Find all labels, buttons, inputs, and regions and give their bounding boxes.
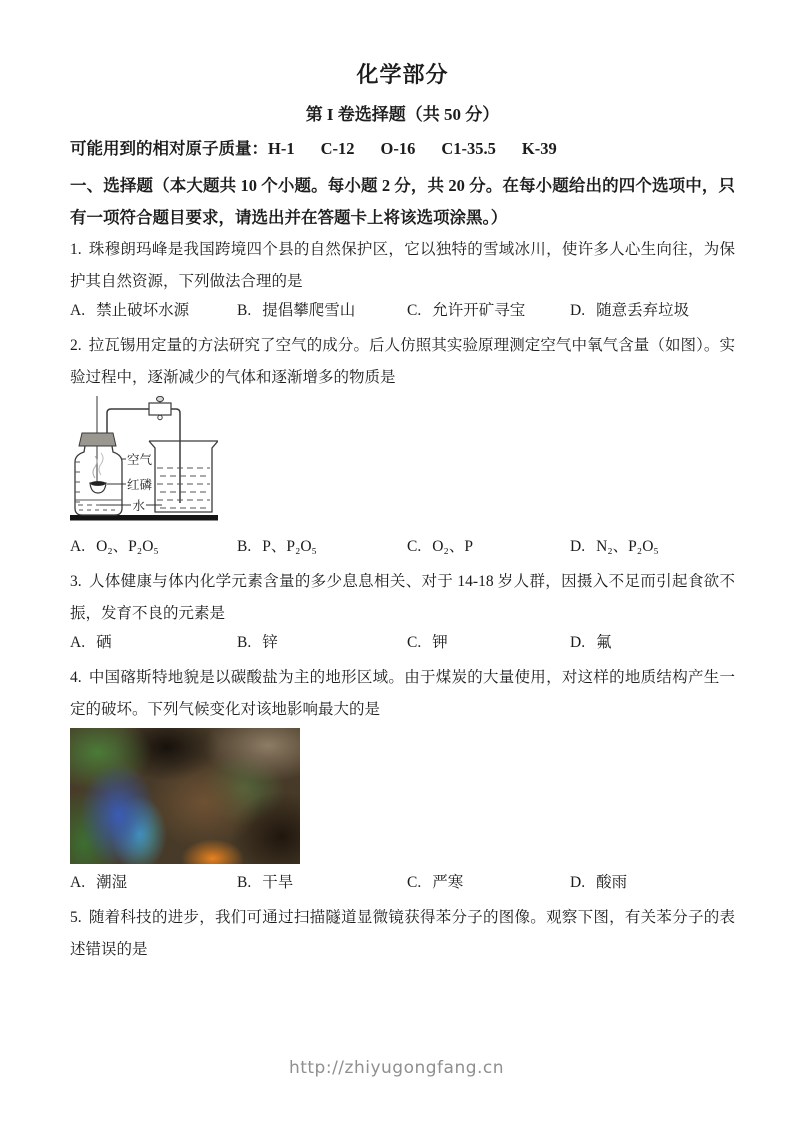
question-3-number: 3. [70,573,82,590]
option-4-b: B. 干旱 [237,874,294,891]
atomic-mass-note [70,137,735,161]
option-1-d: D. 随意丢弃垃圾 [570,302,690,319]
section-heading: 第 I 卷选择题（共 50 分） [305,105,500,124]
option-1-a: A. 禁止破坏水源 [70,302,190,319]
stopcock-body [149,403,171,415]
question-1-text: 1. 珠穆朗玛峰是我国跨境四个县的自然保护区，它以独特的雪域冰川，使许多人心生向往，为保护其自然资源，下列做法合理的是 [70,241,735,290]
karst-cave-photo [70,728,300,864]
question-3-text: 3. 人体健康与体内化学元素含量的多少息息相关、对于 14-18 岁人群，因摄入不足而引起食欲不振，发育不良的元素是 [70,573,735,622]
question-2-text: 2. 拉瓦锡用定量的方法研究了空气的成分。后人仿照其实验原理测定空气中氧气含量（如图）。实验过程中，逐渐减少的气体和逐渐增多的物质是 [70,337,735,386]
atomic-mass-label: 可能用到的相对原子质量： [70,139,268,158]
water-label: 水 [132,499,146,513]
question-3-options [70,632,735,654]
question-1-options [70,300,735,322]
watermark-url: http://zhiyugongfang.cn [288,1058,505,1078]
option-4-d: D. 酸雨 [570,874,628,891]
atomic-mass-item: K-39 [521,139,557,158]
smoke-wisp [99,453,103,475]
question-4-text: 4. 中国碦斯特地貌是以碳酸盐为主的地形区域。由于煤炭的大量使用，对这样的地质结构产生一定的破坏。下列气候变化对该地影响最大的是 [70,669,735,718]
question-5-number: 5. [70,909,82,926]
page-title: 化学部分 [356,62,449,87]
atomic-mass-item: C-12 [320,139,355,158]
question-5-text: 5. 随着科技的进步，我们可通过扫描隧道显微镜获得苯分子的图像。观察下图，有关苯分子的表述错误的是 [70,909,735,958]
question-2-options [70,536,735,558]
option-2-d: D. N₂、P₂O₅ [570,538,659,555]
option-3-b: B. 锌 [237,634,278,651]
stopcock-pin [158,415,162,419]
question-1-number: 1. [70,241,82,258]
atomic-mass-item: O-16 [380,139,416,158]
bottle-stopper [79,433,116,446]
atomic-mass-item: H-1 [268,139,295,158]
option-4-c: C. 严寒 [407,874,464,891]
question-4-options [70,872,735,894]
table-base [70,515,218,521]
stopcock-knob [157,396,164,401]
red-phosphorus-label: 红磷 [127,478,153,492]
option-2-a: A. O₂、P₂O₅ [70,538,159,555]
apparatus-svg [70,396,218,523]
oxygen-measurement-apparatus-diagram [70,396,218,528]
red-phosphorus-sample [91,481,106,486]
question-4-number: 4. [70,669,82,686]
question-2-number: 2. [70,337,82,354]
air-label: 空气 [127,453,153,467]
gas-tube-right [171,409,180,503]
option-2-c: C. O₂、P [407,538,473,555]
option-3-a: A. 硒 [70,634,112,651]
option-4-a: A. 潮湿 [70,874,128,891]
option-2-b: B. P、P₂O₅ [237,538,317,555]
section-instructions: 一、选择题（本大题共 10 个小题。每小题 2 分，共 20 分。在每小题给出的四个选项中，只有一项符合题目要求，请选出并在答题卡上将该选项涂黑。） [70,176,735,227]
beaker-water [157,468,210,508]
option-3-d: D. 氟 [570,634,612,651]
option-3-c: C. 钾 [407,634,448,651]
atomic-mass-item: C1-35.5 [441,139,496,158]
option-1-b: B. 提倡攀爬雪山 [237,302,356,319]
bottle-graduations [75,462,80,502]
option-1-c: C. 允许开矿寻宝 [407,302,526,319]
